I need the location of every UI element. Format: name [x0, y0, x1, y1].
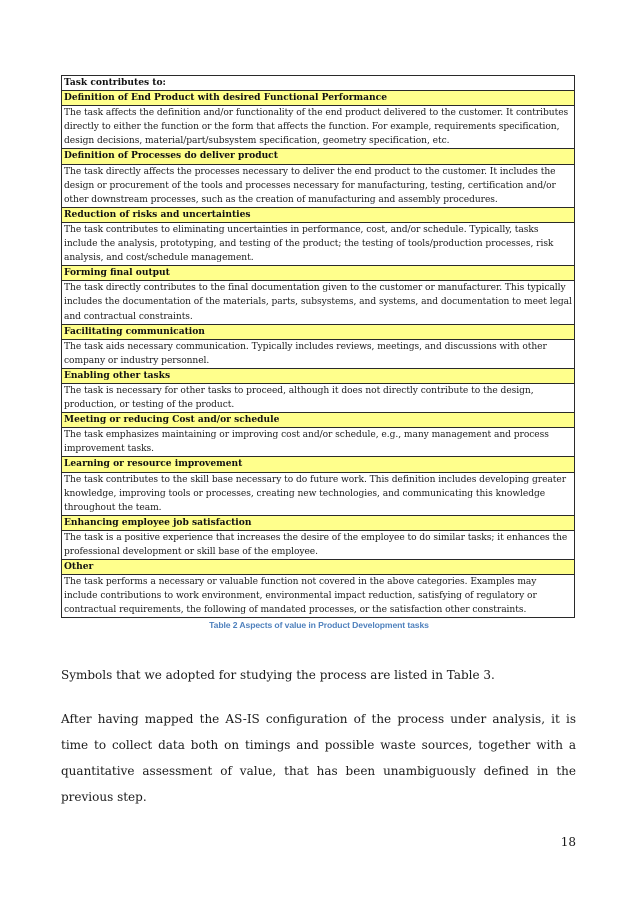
category-description: The task contributes to eliminating uncertainties in performance, cost, and/or schedule. Typically, tasks include the analysis, prototyping, and testing of the product; the testing of tools/production processes, risk analysis, and cost/schedule management. [62, 222, 575, 265]
category-heading: Forming final output [62, 266, 575, 281]
table-header: Task contributes to: [62, 76, 575, 91]
category-heading: Enabling other tasks [62, 368, 575, 383]
category-heading: Meeting or reducing Cost and/or schedule [62, 413, 575, 428]
category-description: The task emphasizes maintaining or improving cost and/or schedule, e.g., many management and process improvement tasks. [62, 428, 575, 457]
category-row [62, 149, 575, 164]
category-description: The task aids necessary communication. Typically includes reviews, meetings, and discussions with other company or industry personnel. [62, 339, 575, 368]
category-row [62, 413, 575, 428]
category-row [62, 91, 575, 106]
description-row [62, 339, 575, 368]
category-description: The task contributes to the skill base necessary to do future work. This definition includes developing greater knowledge, improving tools or processes, creating new technologies, and communicating this knowledge throughout the team. [62, 472, 575, 515]
description-row [62, 222, 575, 265]
category-heading: Reduction of risks and uncertainties [62, 207, 575, 222]
description-row [62, 575, 575, 618]
body-paragraph: Symbols that we adopted for studying the process are listed in Table 3. [61, 668, 495, 682]
category-heading: Other [62, 560, 575, 575]
description-row [62, 106, 575, 149]
category-row [62, 266, 575, 281]
category-description: The task directly affects the processes necessary to deliver the end product to the customer. It includes the design or procurement of the tools and processes necessary for manufacturing, testing, certification and/or other downstream processes, such as the creation of manufacturing and assembly procedures. [62, 164, 575, 207]
description-row [62, 472, 575, 515]
description-row [62, 281, 575, 324]
category-heading: Definition of End Product with desired Functional Performance [62, 91, 575, 106]
category-heading: Definition of Processes do deliver product [62, 149, 575, 164]
page-number: 18 [560, 835, 576, 849]
value-aspects-table [61, 75, 575, 618]
category-row [62, 515, 575, 530]
category-row [62, 207, 575, 222]
category-description: The task is a positive experience that increases the desire of the employee to do similar tasks; it enhances the professional development or skill base of the employee. [62, 530, 575, 559]
value-aspects-table-container [61, 75, 575, 618]
category-description: The task directly contributes to the final documentation given to the customer or manufacturer. This typically includes the documentation of the materials, parts, subsystems, and systems, and documentation to meet legal and contractual constraints. [62, 281, 575, 324]
body-paragraph: After having mapped the AS-IS configuration of the process under analysis, it is time to collect data both on timings and possible waste sources, together with a quantitative assessment of value, that has been unambiguously defined in the previous step. [61, 712, 576, 804]
category-heading: Enhancing employee job satisfaction [62, 515, 575, 530]
category-description: The task performs a necessary or valuable function not covered in the above categories. Examples may include contributions to work environment, environmental impact reduction, satisfying of regulatory or contractual requirements, the following of mandated processes, or the satisfaction other constraints. [62, 575, 575, 618]
description-row [62, 383, 575, 412]
category-row [62, 368, 575, 383]
category-heading: Learning or resource improvement [62, 457, 575, 472]
description-row [62, 164, 575, 207]
description-row [62, 428, 575, 457]
category-row [62, 457, 575, 472]
category-description: The task is necessary for other tasks to proceed, although it does not directly contribute to the design, production, or testing of the product. [62, 383, 575, 412]
category-row [62, 560, 575, 575]
description-row [62, 530, 575, 559]
table-caption: Table 2 Aspects of value in Product Development tasks [209, 620, 429, 630]
category-description: The task affects the definition and/or functionality of the end product delivered to the customer. It contributes directly to either the function or the form that affects the function. For example, requirements specification, design decisions, material/part/subsystem specification, geometry specification, etc. [62, 106, 575, 149]
table-header-row [62, 76, 575, 91]
category-heading: Facilitating communication [62, 324, 575, 339]
category-row [62, 324, 575, 339]
